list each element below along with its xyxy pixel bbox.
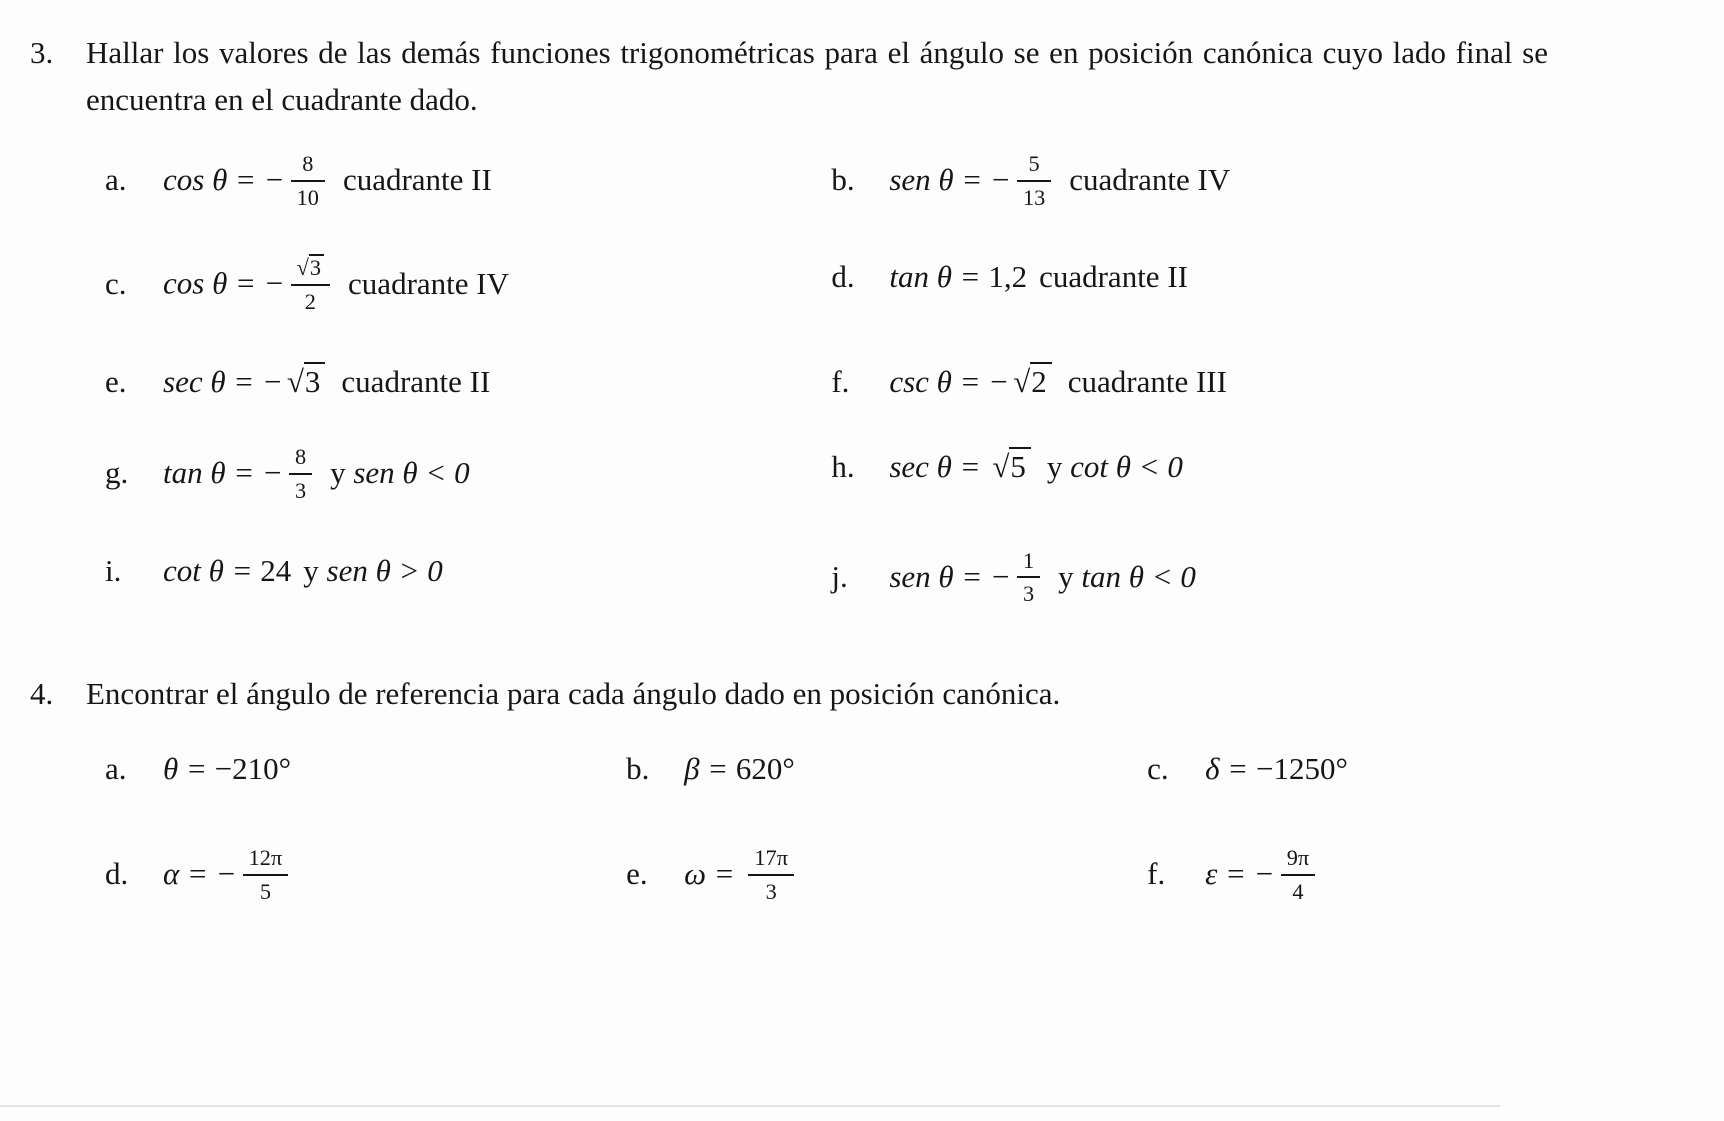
- math-text: δ =: [1205, 750, 1256, 786]
- sqrt-sign: √: [296, 255, 309, 281]
- item-4e: [626, 847, 1147, 906]
- problem-4-heading: [30, 671, 1684, 718]
- item-3g: [105, 446, 831, 505]
- item-expression: [163, 550, 831, 592]
- math-text: sen θ = −: [889, 558, 1011, 594]
- fraction: [243, 845, 289, 904]
- math-text: tan θ = −: [163, 455, 283, 491]
- fraction: [1017, 548, 1040, 607]
- fraction-numerator: 1: [1017, 548, 1040, 579]
- item-expression: [889, 256, 1684, 298]
- fraction-denominator: 3: [765, 879, 777, 905]
- plain-text: y: [1058, 558, 1082, 594]
- fraction: [289, 444, 312, 503]
- item-label: a.: [105, 161, 127, 197]
- sqrt-radical: [1013, 364, 1052, 399]
- item-expression: [684, 748, 1147, 790]
- item-4b: [626, 748, 1147, 790]
- math-text: ε = −: [1205, 856, 1275, 892]
- number-text: −210°: [214, 750, 292, 786]
- fraction: [1017, 151, 1051, 210]
- item-expression: [1205, 748, 1684, 790]
- math-text: cos θ = −: [163, 265, 285, 301]
- item-3e: [105, 361, 831, 403]
- item-label: d.: [105, 856, 129, 892]
- sqrt-body: 3: [309, 254, 324, 281]
- math-text: tan θ < 0: [1081, 558, 1196, 594]
- item-expression: [1205, 847, 1684, 906]
- problem-number: 4.: [30, 676, 54, 712]
- item-label: h.: [831, 449, 855, 485]
- item-3j: [831, 547, 1684, 609]
- item-3i: [105, 550, 831, 609]
- item-expression: [889, 446, 1684, 488]
- item-label: i.: [105, 552, 122, 588]
- item-label: a.: [105, 750, 127, 786]
- math-text: sen θ < 0: [353, 455, 470, 491]
- plain-text: y: [303, 552, 327, 588]
- math-text: β =: [684, 750, 736, 786]
- item-4f: [1147, 847, 1684, 906]
- fraction: [291, 151, 325, 210]
- number-text: 620°: [735, 750, 795, 786]
- sqrt-body: 3: [304, 362, 326, 399]
- problem-number: 3.: [30, 35, 54, 70]
- plain-text: cuadrante II: [1039, 259, 1188, 295]
- math-text: α = −: [163, 856, 237, 892]
- math-text: csc θ = −: [889, 363, 1010, 399]
- math-text: sen θ = −: [889, 161, 1011, 197]
- fraction-denominator: 13: [1022, 184, 1046, 210]
- item-label: e.: [105, 363, 127, 399]
- fraction: [1281, 845, 1315, 904]
- fraction-numerator: 17π: [748, 845, 794, 876]
- item-label: f.: [831, 363, 850, 399]
- sqrt-body: 2: [1030, 362, 1052, 399]
- item-3f: [831, 361, 1684, 403]
- plain-text: cuadrante II: [342, 161, 492, 197]
- fraction-denominator: 2: [304, 288, 316, 314]
- problem-3-heading: [30, 30, 1684, 123]
- item-label: b.: [831, 161, 855, 197]
- problem-4: [30, 671, 1684, 907]
- item-label: c.: [105, 265, 127, 301]
- math-text: cot θ =: [163, 552, 261, 588]
- item-3d: [831, 256, 1684, 316]
- item-3a: [105, 153, 831, 212]
- item-expression: [163, 446, 831, 505]
- plain-text: cuadrante IV: [1069, 161, 1231, 197]
- scan-artifact-line: [0, 1105, 1500, 1107]
- item-4a: [105, 748, 626, 790]
- item-label: c.: [1147, 750, 1169, 786]
- math-text: sen θ > 0: [326, 552, 443, 588]
- problem-statement: Hallar los valores de las demás funciones trigonométricas para el ángulo se en posición canónica cuyo lado final se encuentra en el cuadrante dado.: [86, 35, 1548, 117]
- plain-text: cuadrante III: [1067, 363, 1227, 399]
- item-label: e.: [626, 856, 648, 892]
- fraction-numerator: 5: [1017, 151, 1051, 182]
- fraction: [748, 845, 794, 904]
- item-expression: [889, 361, 1684, 403]
- item-expression: [889, 547, 1684, 609]
- fraction-numerator: [291, 254, 330, 286]
- number-text: 24: [260, 552, 292, 588]
- math-text: tan θ =: [889, 259, 989, 295]
- fraction: [291, 254, 330, 314]
- item-expression: [889, 153, 1684, 212]
- sqrt-sign: √: [1013, 363, 1031, 399]
- fraction-denominator: 3: [1022, 581, 1035, 607]
- fraction-numerator: 12π: [243, 845, 289, 876]
- fraction-numerator: 8: [291, 151, 325, 182]
- fraction-denominator: 4: [1292, 879, 1304, 905]
- math-text: cot θ < 0: [1070, 449, 1183, 485]
- fraction-denominator: 3: [294, 478, 307, 504]
- problem-3-items: [105, 153, 1684, 609]
- item-label: b.: [626, 750, 650, 786]
- item-3c: [105, 256, 831, 316]
- math-text: θ =: [163, 750, 215, 786]
- item-expression: [163, 361, 831, 403]
- fraction-denominator: 10: [296, 184, 319, 210]
- plain-text: y: [330, 455, 354, 491]
- item-expression: [684, 847, 1147, 906]
- math-text: ω =: [684, 856, 743, 892]
- sqrt-radical: [287, 364, 326, 399]
- fraction-numerator: 9π: [1281, 845, 1315, 876]
- plain-text: y: [1046, 449, 1071, 485]
- problem-statement: Encontrar el ángulo de referencia para cada ángulo dado en posición canónica.: [86, 676, 1061, 712]
- number-text: 1,2: [988, 259, 1028, 295]
- item-4c: [1147, 748, 1684, 790]
- plain-text: cuadrante II: [341, 363, 491, 399]
- sqrt-sign: √: [286, 363, 304, 399]
- item-label: f.: [1147, 856, 1166, 892]
- sqrt-sign: √: [992, 449, 1010, 485]
- problem-3: [30, 30, 1684, 609]
- fraction-numerator: 8: [289, 444, 312, 475]
- sqrt-body: 5: [1009, 447, 1031, 484]
- item-label: d.: [831, 259, 855, 295]
- item-label: j.: [831, 558, 848, 594]
- math-text: cos θ = −: [163, 161, 285, 197]
- item-label: g.: [105, 455, 129, 491]
- item-expression: [163, 748, 626, 790]
- item-3b: [831, 153, 1684, 212]
- fraction-denominator: 5: [259, 879, 271, 905]
- item-expression: [163, 153, 831, 212]
- number-text: −1250°: [1255, 750, 1348, 786]
- plain-text: cuadrante IV: [348, 265, 509, 301]
- item-expression: [163, 256, 831, 316]
- item-3h: [831, 446, 1684, 505]
- math-text: sec θ =: [889, 449, 989, 485]
- item-expression: [163, 847, 626, 906]
- sqrt-radical: [992, 449, 1031, 484]
- problem-4-items: [105, 748, 1684, 907]
- item-4d: [105, 847, 626, 906]
- math-text: sec θ = −: [163, 363, 283, 399]
